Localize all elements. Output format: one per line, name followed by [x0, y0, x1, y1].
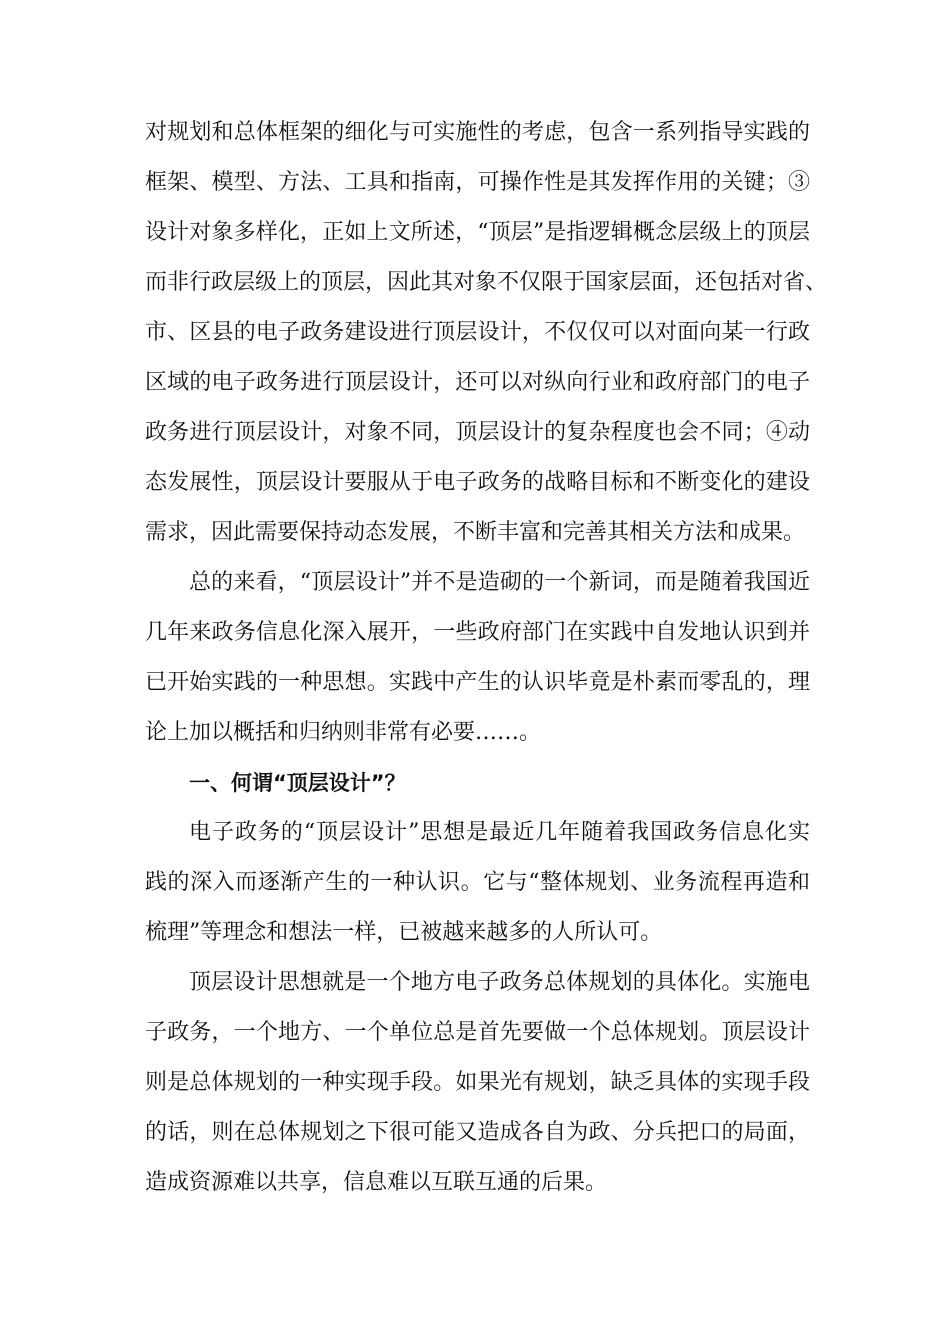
section-heading [145, 758, 810, 808]
text-line: 态发展性，顶层设计要服从于电子政务的战略目标和不断变化的建设 [145, 470, 810, 495]
text-line: 已开始实践的一种思想。实践中产生的认识毕竟是朴素而零乱的，理 [145, 670, 810, 695]
text-line: 践的深入而逐渐产生的一种认识。它与“整体规划、业务流程再造和 [145, 870, 810, 895]
text-line: 总的来看，“顶层设计”并不是造砌的一个新词，而是随着我国近 [189, 570, 810, 595]
paragraph-summary [145, 558, 810, 758]
text-line: 的话，则在总体规划之下很可能又造成各自为政、分兵把口的局面， [145, 1120, 810, 1145]
text-line: 政务进行顶层设计，对象不同，顶层设计的复杂程度也会不同；④动 [145, 420, 810, 445]
text-line: 区域的电子政务进行顶层设计，还可以对纵向行业和政府部门的电子 [145, 370, 810, 395]
paragraph-definition [145, 808, 810, 958]
text-line: 框架、模型、方法、工具和指南，可操作性是其发挥作用的关键；③ [145, 170, 810, 195]
paragraph-planning [145, 958, 810, 1208]
text-line: 设计对象多样化，正如上文所述，“顶层”是指逻辑概念层级上的顶层 [145, 220, 810, 245]
text-line: 梳理”等理念和想法一样，已被越来越多的人所认可。 [145, 920, 663, 945]
heading-text: 一、何谓“顶层设计”？ [189, 771, 406, 795]
text-line: 几年来政务信息化深入展开，一些政府部门在实践中自发地认识到并 [145, 620, 810, 645]
text-line: 而非行政层级上的顶层，因此其对象不仅限于国家层面，还包括对省、 [145, 270, 828, 295]
text-line: 需求，因此需要保持动态发展，不断丰富和完善其相关方法和成果。 [145, 520, 806, 545]
document-body [145, 108, 828, 1208]
text-line: 造成资源难以共享，信息难以互联互通的后果。 [145, 1170, 608, 1195]
text-line: 则是总体规划的一种实现手段。如果光有规划，缺乏具体的实现手段 [145, 1070, 810, 1095]
paragraph-continuation [145, 108, 828, 558]
text-line: 市、区县的电子政务建设进行顶层设计，不仅仅可以对面向某一行政 [145, 320, 810, 345]
text-line: 顶层设计思想就是一个地方电子政务总体规划的具体化。实施电 [189, 970, 810, 995]
text-line: 对规划和总体框架的细化与可实施性的考虑，包含一系列指导实践的 [145, 120, 810, 145]
text-line: 子政务，一个地方、一个单位总是首先要做一个总体规划。顶层设计 [145, 1020, 810, 1045]
text-line: 论上加以概括和归纳则非常有必要……。 [145, 720, 542, 745]
text-line: 电子政务的“顶层设计”思想是最近几年随着我国政务信息化实 [189, 820, 810, 845]
